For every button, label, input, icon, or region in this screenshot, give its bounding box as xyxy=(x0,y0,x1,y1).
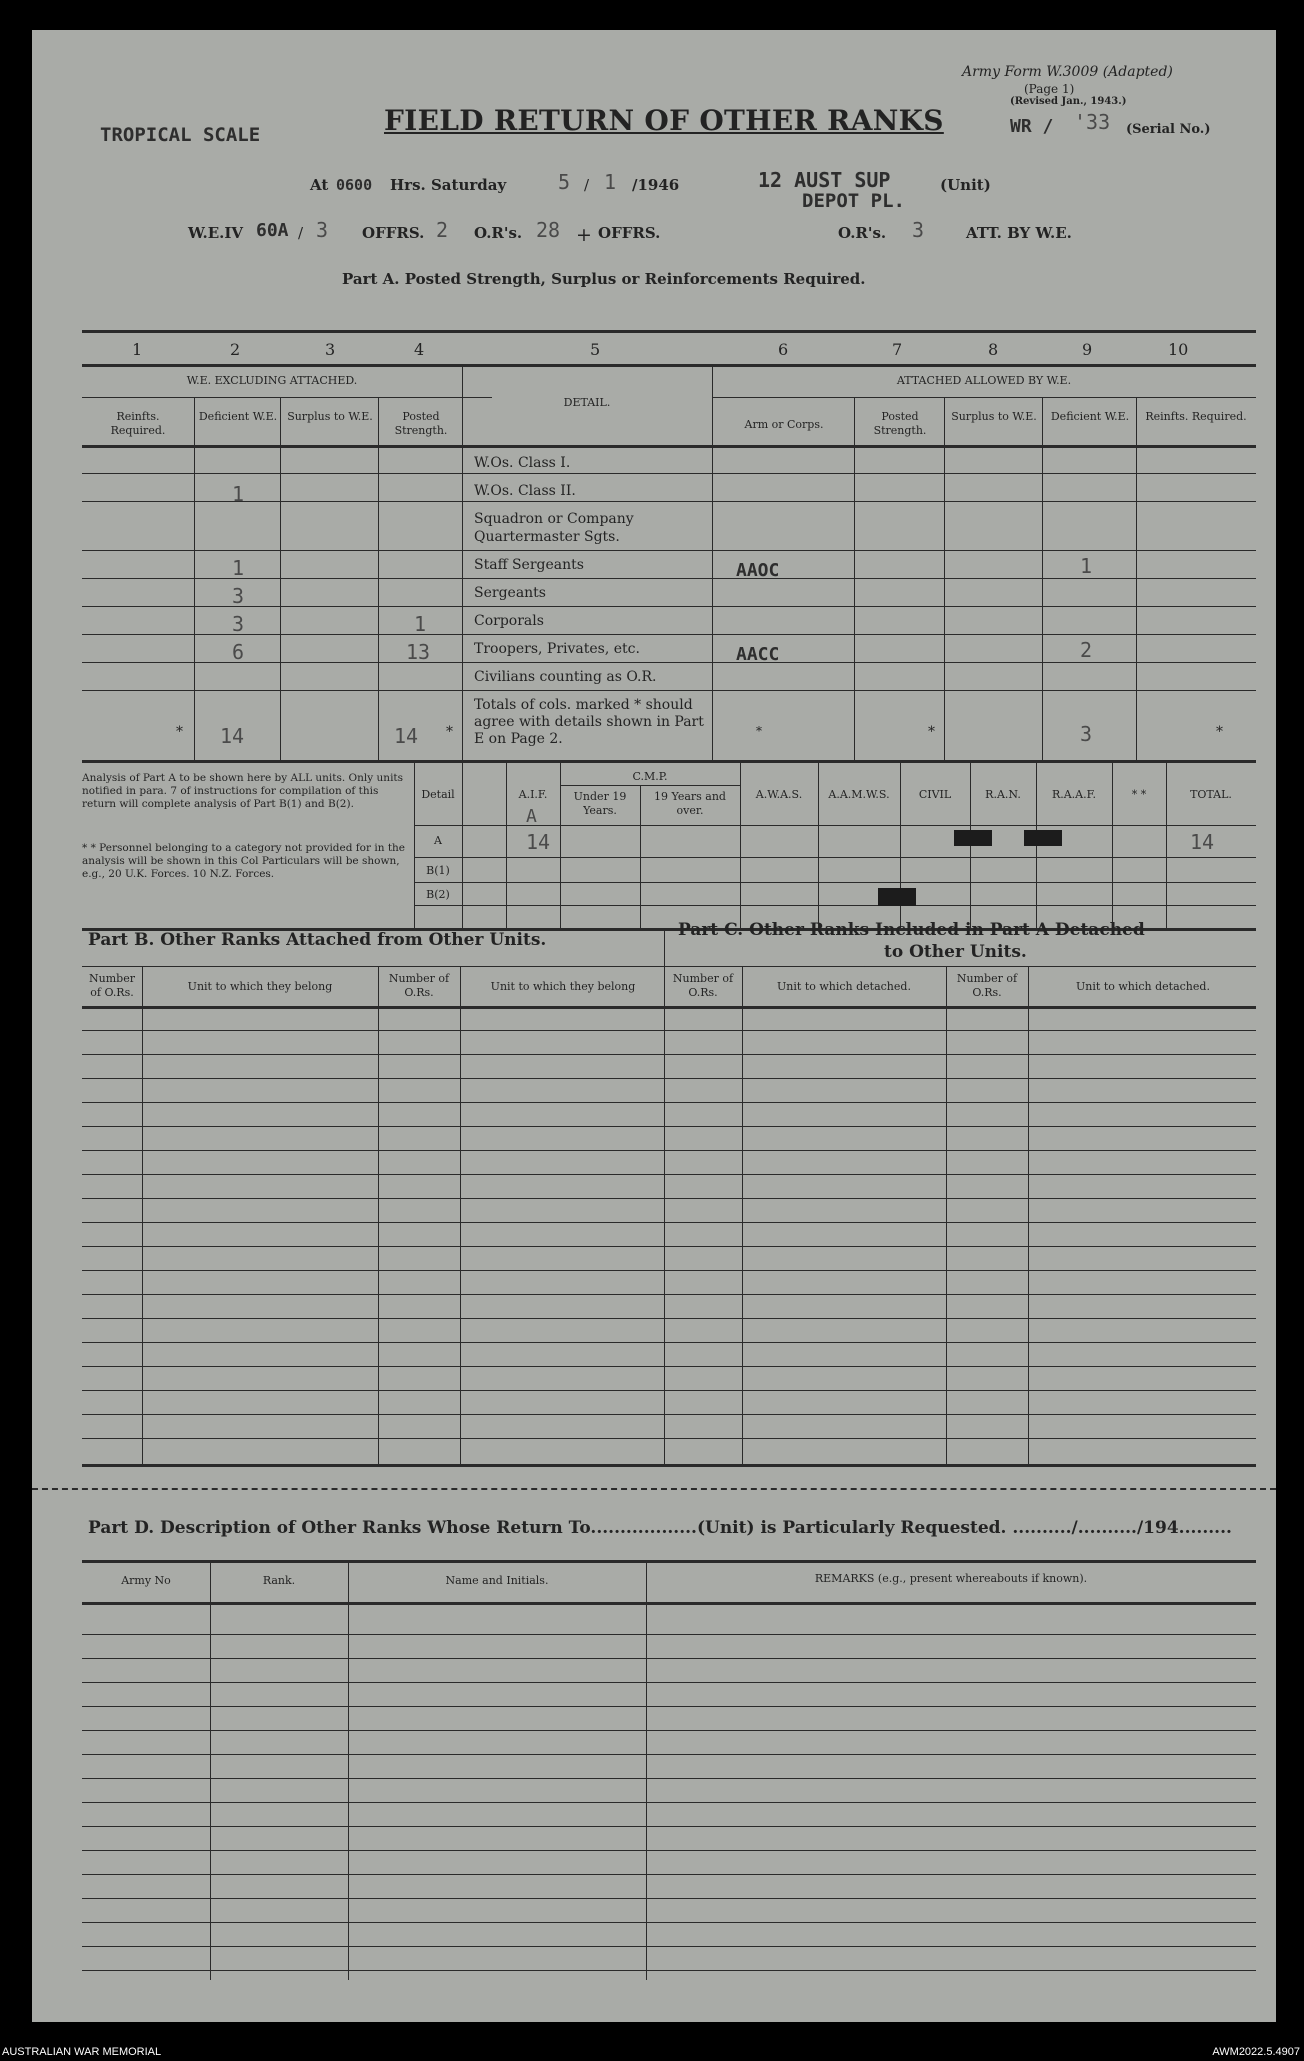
analysis-row-b2: B(2) xyxy=(426,888,450,901)
analysis-stars-head: * * xyxy=(1131,788,1147,801)
part-a-title: Part A. Posted Strength, Surplus or Reinforcements Required. xyxy=(342,270,866,288)
part-d-title: Part D. Description of Other Ranks Whose Return To..................(Unit) is Particularly Requested. ........../........../194......... xyxy=(88,1518,1232,1538)
col-num-5: 5 xyxy=(590,340,601,359)
redaction-raaf xyxy=(1024,830,1062,846)
part-b-num-head-1: Number of O.Rs. xyxy=(89,972,135,999)
star-c10: * xyxy=(1216,724,1223,740)
we-value: 60A xyxy=(256,220,289,241)
col-num-7: 7 xyxy=(892,340,903,359)
c9-total: 3 xyxy=(1080,722,1093,746)
head-posted: Posted Strength. xyxy=(394,410,448,437)
part-d-rank-head: Rank. xyxy=(262,1574,296,1587)
col-num-8: 8 xyxy=(988,340,999,359)
form-title: FIELD RETURN OF OTHER RANKS xyxy=(384,104,944,137)
analysis-row-a: A xyxy=(434,834,442,847)
time-value: 0600 xyxy=(336,176,373,194)
detail-staff-sgts: Staff Sergeants xyxy=(474,557,584,573)
serial-value: '33 xyxy=(1074,110,1111,134)
c6-staff-sgts: AAOC xyxy=(736,560,780,581)
c2-corporals: 3 xyxy=(232,612,245,636)
part-b-unit-head-1: Unit to which they belong xyxy=(187,980,333,993)
scale-label: TROPICAL SCALE xyxy=(100,124,261,146)
c2-privates: 6 xyxy=(232,640,245,664)
detail-corporals: Corporals xyxy=(474,613,544,629)
head-deficient-att: Deficient W.E. xyxy=(1050,410,1130,423)
analysis-detail-head: Detail xyxy=(421,788,455,801)
analysis-raaf-head: R.A.A.F. xyxy=(1051,788,1097,801)
c9-staff-sgts: 1 xyxy=(1080,554,1093,578)
part-b-unit-head-2: Unit to which they belong xyxy=(490,980,636,993)
date-day: 5 xyxy=(558,170,571,194)
star-c1: * xyxy=(176,724,183,740)
col-num-4: 4 xyxy=(414,340,425,359)
star-c6: * xyxy=(756,724,762,738)
analysis-over19-head: 19 Years and over. xyxy=(654,790,726,817)
col-num-10: 10 xyxy=(1168,340,1189,359)
footer-right: AWM2022.5.4907 xyxy=(1212,2046,1300,2058)
part-c-unit-head-2: Unit to which detached. xyxy=(1076,980,1210,993)
analysis-note-2: * * Personnel belonging to a category not provided for in the analysis will be shown in this Col Particulars will be shown, e.g., 20 U.K. Forces. 10 N.Z. Forces. xyxy=(82,842,406,880)
analysis-under19-head: Under 19 Years. xyxy=(573,790,627,817)
ors2-label: O.R's. xyxy=(838,224,887,242)
c4-total: 14 xyxy=(394,724,419,748)
c4-corporals: 1 xyxy=(414,612,427,636)
detail-privates: Troopers, Privates, etc. xyxy=(474,641,640,657)
analysis-row-b1: B(1) xyxy=(426,864,450,877)
detail-sergeants: Sergeants xyxy=(474,585,546,601)
c6-privates: AACC xyxy=(736,644,780,665)
analysis-ran-head: R.A.N. xyxy=(985,788,1021,801)
head-reinfts-att: Reinfts. Required. xyxy=(1145,410,1247,423)
head-deficient: Deficient W.E. xyxy=(198,410,278,423)
col-num-1: 1 xyxy=(132,340,143,359)
aif-a-value: 14 xyxy=(526,830,551,854)
ors-value: 28 xyxy=(536,218,561,242)
group-attached: ATTACHED ALLOWED BY W.E. xyxy=(896,374,1072,387)
col-num-6: 6 xyxy=(778,340,789,359)
head-reinfts: Reinfts. Required. xyxy=(110,410,166,437)
redaction-ran xyxy=(954,830,992,846)
unit-value: 12 AUST SUP xyxy=(758,168,891,192)
analysis-awas-head: A.W.A.S. xyxy=(755,788,803,801)
head-arm-corps: Arm or Corps. xyxy=(744,418,824,431)
serial-label: (Serial No.) xyxy=(1126,122,1211,137)
analysis-cmp-head: C.M.P. xyxy=(632,770,668,783)
we-label: W.E.IV xyxy=(188,224,244,242)
analysis-aif-head: A.I.F. xyxy=(518,788,548,801)
analysis-note-1: Analysis of Part A to be shown here by ALL units. Only units notified in para. 7 of instructions for compilation of this return will complete analysis of Part B(1) and B(2). xyxy=(82,772,404,810)
offrs2-label: OFFRS. xyxy=(598,224,661,242)
star-c4: * xyxy=(446,724,453,740)
date-year: /1946 xyxy=(632,176,680,194)
analysis-civil-head: CIVIL xyxy=(918,788,952,801)
c2-sergeants: 3 xyxy=(232,584,245,608)
tear-line xyxy=(32,1488,1276,1490)
group-excl-attached: W.E. EXCLUDING ATTACHED. xyxy=(186,374,358,387)
archive-footer xyxy=(0,2046,1304,2061)
col-num-3: 3 xyxy=(325,340,336,359)
detail-totals: Totals of cols. marked * should agree with details shown in Part E on Page 2. xyxy=(474,697,704,747)
offrs-value: 2 xyxy=(436,218,449,242)
c2-staff-sgts: 1 xyxy=(232,556,245,580)
detail-head: DETAIL. xyxy=(563,396,611,409)
redaction-civil xyxy=(878,888,916,906)
head-posted-att: Posted Strength. xyxy=(873,410,927,437)
part-c-title-2: to Other Units. xyxy=(884,942,1027,962)
detail-qm-sgts: Squadron or Company Quartermaster Sgts. xyxy=(474,511,634,545)
part-d-army-head: Army No xyxy=(121,1574,171,1587)
c2-wo2: 1 xyxy=(232,482,245,506)
serial-prefix: WR / xyxy=(1010,116,1054,137)
head-surplus: Surplus to W.E. xyxy=(287,410,373,423)
form-revision: (Revised Jan., 1943.) xyxy=(1010,96,1127,107)
col-num-9: 9 xyxy=(1082,340,1093,359)
star-c7: * xyxy=(928,724,935,740)
part-d-name-head: Name and Initials. xyxy=(445,1574,549,1587)
analysis-total-head: TOTAL. xyxy=(1190,788,1232,801)
part-d-remarks-head: REMARKS (e.g., present whereabouts if known). xyxy=(814,1572,1088,1585)
plus-sign: + xyxy=(576,224,592,246)
head-surplus-att: Surplus to W.E. xyxy=(951,410,1037,423)
part-c-title: Part C. Other Ranks Included in Part A Detached xyxy=(678,920,1145,940)
total-a-value: 14 xyxy=(1190,830,1215,854)
offrs-label: OFFRS. xyxy=(362,224,425,242)
c9-privates: 2 xyxy=(1080,638,1093,662)
form-page-number: (Page 1) xyxy=(1024,82,1075,96)
ors-label: O.R's. xyxy=(474,224,523,242)
part-b-num-head-2: Number of O.Rs. xyxy=(388,972,450,999)
detail-wo2: W.Os. Class II. xyxy=(474,483,576,499)
form-number: Army Form W.3009 (Adapted) xyxy=(962,64,1173,80)
form-page: Army Form W.3009 (Adapted) (Page 1) (Revised Jan., 1943.) TROPICAL SCALE FIELD RETURN OF OTHER RANKS WR / '33 (Serial No.) At 0600 Hrs. Saturday 5 / 1 /1946 12 AUST SUP (Unit) DEPOT PL. W.E.IV 60A / 3 OFFRS. 2 O.R's. 28 + OFFRS. O.R's. 3 ATT. BY W.E. Part A. Posted Strength, Surplus or Reinforcements Required. 1 2 3 4 5 6 7 8 9 10 W.E. EXCLUDING ATTACHED. ATTACHED ALLOWED BY W.E. DETAIL. Reinfts. Required. Deficient W.E. Surplus to W.E. Posted Strength. Arm or Corps. Posted Strength. Surplus to W.E. Deficient W.E. Reinfts. Required. W.Os. Class I. W.Os. Class II. Squadron or Company Quartermaster Sgts. Staff Sergeants Sergeants Corporals Troopers, Privates, etc. Civilians counting as O.R. Totals of cols. marked * should agree with details shown in Part E on Page 2. 1 1 3 3 6 14 * 1 13 14 * AAOC AACC * * 1 2 3 * Analysis of Part A to be shown here by ALL units. Only units notified in para. 7 of instructions for compilation of this return will complete analysis of Part B(1) and B(2). * * Personnel belonging to a category not provided for in the analysis will be shown in this Col Particulars will be shown, e.g., 20 U.K. Forces. 10 N.Z. Forces. Detail A.I.F. C.M.P. Under 19 Years. 19 Years and over. A.W.A.S. A.A.M.W.S. CIVIL R.A.N. R.A.A.F. * * TOTAL. A B(1) B(2) A 14 14 Part B. Other Ranks Attached from Other Units. Part C. Other Ranks Included in Part A Detached to Other Units. Number of O.Rs. Unit to which they belong Number of O.Rs. Unit to which they belong Number of O.Rs. Unit to which detached. Number of O.Rs. Unit to which detached. Part D. Description of Other Ranks Whose Return To..................(Unit) is Particularly Requested. ........../........../194......... Army No Rank. Name and Initials. REMARKS (e.g., present whereabouts if known). xyxy=(32,30,1276,2022)
detail-civilians: Civilians counting as O.R. xyxy=(474,669,657,685)
ors2-value: 3 xyxy=(912,218,925,242)
we-value-2: 3 xyxy=(316,218,329,242)
day-label: Hrs. Saturday xyxy=(390,176,507,194)
att-label: ATT. BY W.E. xyxy=(966,224,1072,242)
part-c-num-head-2: Number of O.Rs. xyxy=(956,972,1018,999)
aif-mark: A xyxy=(526,806,537,827)
part-c-unit-head-1: Unit to which detached. xyxy=(777,980,911,993)
unit-label: (Unit) xyxy=(940,176,991,194)
c4-privates: 13 xyxy=(406,640,431,664)
analysis-aamws-head: A.A.M.W.S. xyxy=(828,788,890,801)
date-month: 1 xyxy=(604,170,617,194)
col-num-2: 2 xyxy=(230,340,241,359)
c2-total: 14 xyxy=(220,724,245,748)
detail-wo1: W.Os. Class I. xyxy=(474,455,571,471)
part-c-num-head-1: Number of O.Rs. xyxy=(672,972,734,999)
part-b-title: Part B. Other Ranks Attached from Other Units. xyxy=(88,930,547,950)
unit-value-line2: DEPOT PL. xyxy=(802,190,905,212)
footer-left: AUSTRALIAN WAR MEMORIAL xyxy=(2,2046,162,2058)
at-label: At xyxy=(310,176,329,194)
